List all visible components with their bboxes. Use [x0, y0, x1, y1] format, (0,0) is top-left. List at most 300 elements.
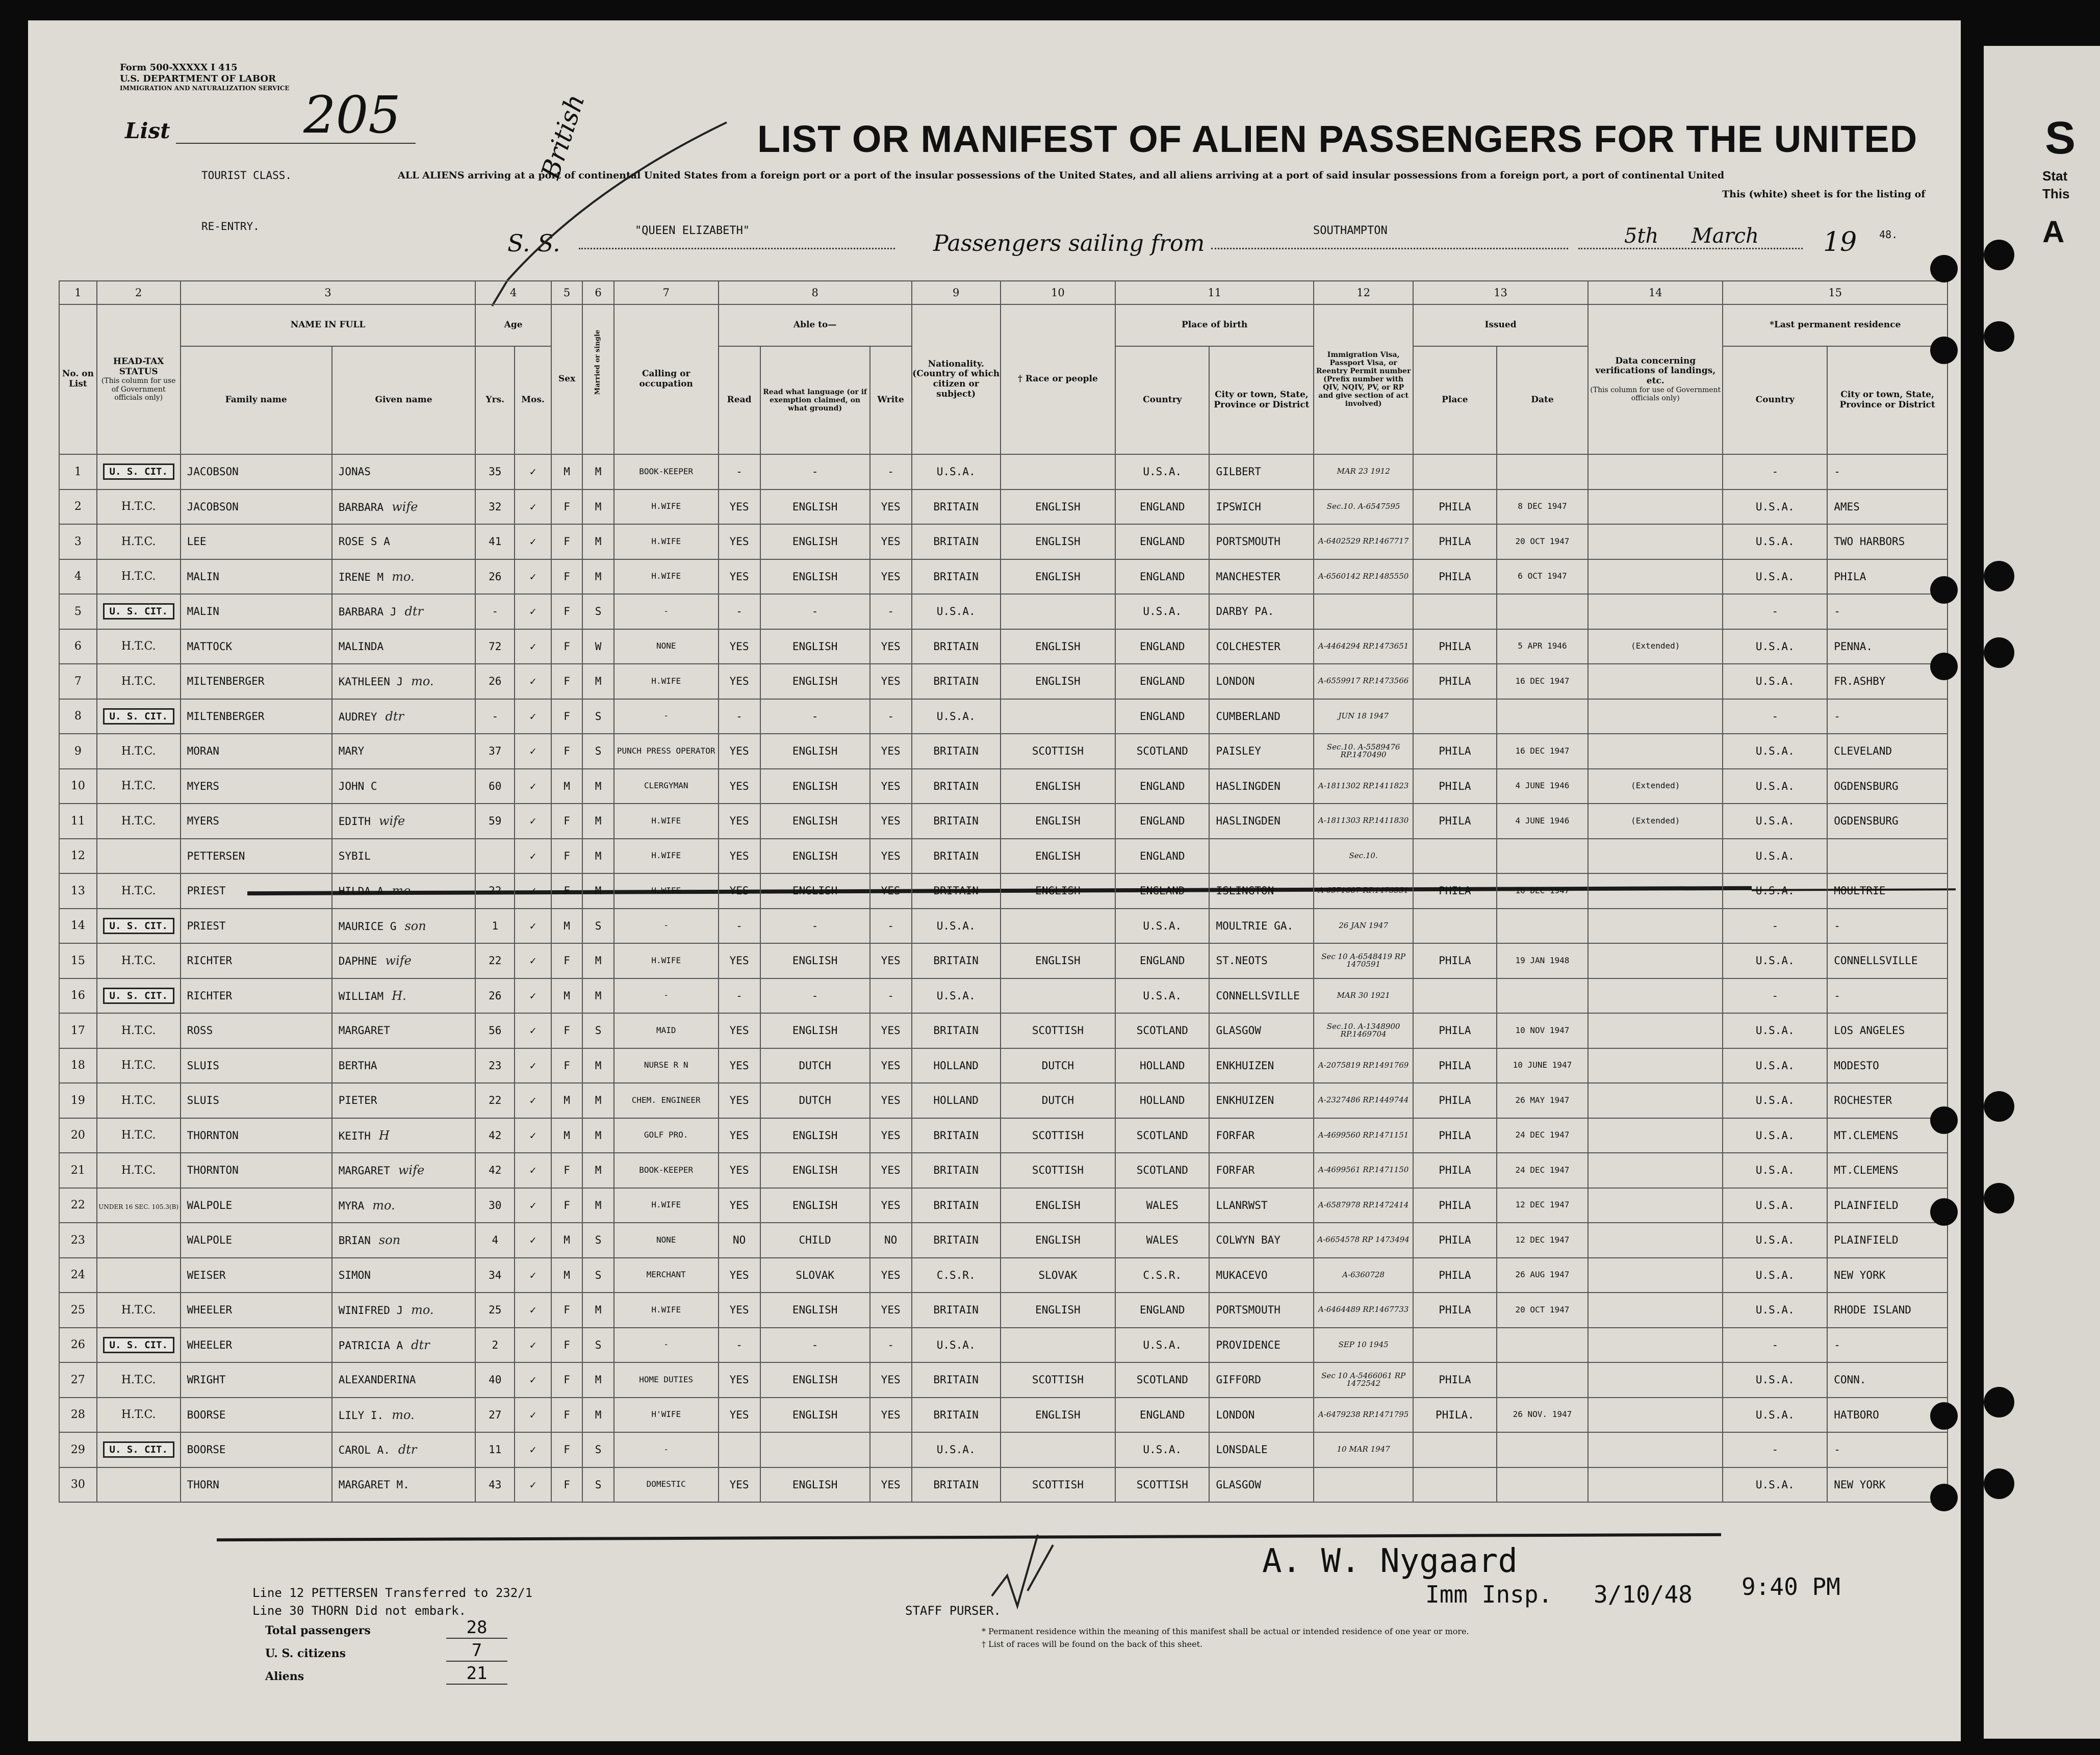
nationality: BRITAIN — [912, 629, 1001, 664]
can-read: YES — [719, 804, 760, 839]
relation-note: wife — [385, 953, 412, 968]
head-tax-status — [97, 804, 181, 839]
occupation: - — [614, 909, 719, 944]
given-name-text: BARBARA — [338, 501, 384, 513]
issued-date: 16 DEC 1947 — [1497, 873, 1588, 909]
landing-data: (Extended) — [1588, 804, 1723, 839]
aliens-value: 21 — [446, 1663, 507, 1685]
ship-handwritten: British — [535, 90, 591, 183]
punch-hole — [1984, 1387, 2014, 1417]
marital-status: W — [582, 629, 613, 664]
year-suffix: 48. — [1879, 228, 1898, 241]
age-months-check: ✓ — [515, 489, 551, 525]
family-name: WHEELER — [181, 1328, 332, 1363]
row-number: 30 — [59, 1467, 97, 1503]
visa-number: Sec.10. A-5589476 RP.1470490 — [1314, 734, 1413, 769]
sex: M — [551, 1083, 582, 1118]
age-months-check: ✓ — [515, 1293, 551, 1328]
birth-country: ENGLAND — [1115, 1398, 1209, 1433]
can-read: YES — [719, 664, 760, 699]
age-years: 59 — [475, 804, 515, 839]
row-number: 29 — [59, 1432, 97, 1467]
age-years: 25 — [475, 1293, 515, 1328]
col-birth-country: Country — [1115, 346, 1209, 454]
birth-country: SCOTTISH — [1115, 1467, 1209, 1503]
family-name: WALPOLE — [181, 1188, 332, 1223]
table-row — [59, 559, 1948, 595]
issued-place: PHILA — [1413, 769, 1497, 804]
landing-data — [1588, 1188, 1723, 1223]
residence-city: RHODE ISLAND — [1827, 1293, 1948, 1328]
birth-city: MUKACEVO — [1209, 1258, 1314, 1293]
given-name-text: MARGARET — [338, 1165, 390, 1177]
issued-place: PHILA — [1413, 873, 1497, 909]
can-read: YES — [719, 1048, 760, 1083]
birth-country: ENGLAND — [1115, 839, 1209, 874]
head-tax-text: H.T.C. — [121, 744, 156, 758]
table-row — [59, 1328, 1948, 1363]
given-name — [332, 1223, 476, 1258]
issued-place: PHILA — [1413, 559, 1497, 595]
residence-city: PHILA — [1827, 559, 1948, 595]
read-language: ENGLISH — [760, 629, 870, 664]
sex: F — [551, 734, 582, 769]
head-tax-text: H.T.C. — [121, 1059, 156, 1072]
birth-country: HOLLAND — [1115, 1048, 1209, 1083]
given-name-text: LILY I. — [338, 1409, 384, 1422]
issued-place: PHILA — [1413, 1258, 1497, 1293]
read-language: ENGLISH — [760, 1293, 870, 1328]
visa-number: A-4699560 RP.1471151 — [1314, 1118, 1413, 1153]
given-name — [332, 559, 476, 595]
family-name: RICHTER — [181, 943, 332, 978]
age-years: 23 — [475, 1048, 515, 1083]
line-30-strike — [217, 1533, 1721, 1541]
given-name-text: EDITH — [338, 815, 371, 828]
family-name: THORN — [181, 1467, 332, 1503]
sex: M — [551, 1258, 582, 1293]
read-language: CHILD — [760, 1223, 870, 1258]
occupation: H.WIFE — [614, 943, 719, 978]
can-read: YES — [719, 769, 760, 804]
birth-country: ENGLAND — [1115, 629, 1209, 664]
residence-city: OGDENSBURG — [1827, 804, 1948, 839]
visa-number: MAR 30 1921 — [1314, 978, 1413, 1014]
landing-data — [1588, 873, 1723, 909]
sex: F — [551, 489, 582, 525]
given-name — [332, 873, 476, 909]
sex: F — [551, 1467, 582, 1503]
punch-hole — [1930, 653, 1958, 680]
can-write: NO — [870, 1223, 912, 1258]
marital-status: M — [582, 1188, 613, 1223]
landing-data — [1588, 978, 1723, 1014]
family-name: MALIN — [181, 559, 332, 595]
col-res-city: City or town, State, Province or District — [1827, 346, 1948, 454]
residence-city: HATBORO — [1827, 1398, 1948, 1433]
given-name — [332, 978, 476, 1014]
row-number: 28 — [59, 1398, 97, 1433]
birth-country: U.S.A. — [1115, 454, 1209, 489]
read-language: ENGLISH — [760, 769, 870, 804]
col-last-residence: *Last permanent residence — [1723, 304, 1948, 346]
visa-number: 10 MAR 1947 — [1314, 1432, 1413, 1467]
marital-status: M — [582, 1293, 613, 1328]
race: DUTCH — [1001, 1083, 1115, 1118]
birth-country: WALES — [1115, 1188, 1209, 1223]
residence-country: U.S.A. — [1723, 1398, 1827, 1433]
age-months-check: ✓ — [515, 839, 551, 874]
family-name: WALPOLE — [181, 1223, 332, 1258]
table-row — [59, 454, 1948, 489]
birth-city: CUMBERLAND — [1209, 699, 1314, 734]
visa-number: A-6654578 RP 1473494 — [1314, 1223, 1413, 1258]
visa-number: Sec.10. A-1348900 RP.1469704 — [1314, 1013, 1413, 1048]
issued-date — [1497, 978, 1588, 1014]
occupation: MAID — [614, 1013, 719, 1048]
age-years: 32 — [475, 489, 515, 525]
col-place-of-birth: Place of birth — [1115, 304, 1314, 346]
sex: F — [551, 804, 582, 839]
row-number: 2 — [59, 489, 97, 525]
issued-date: 10 JUNE 1947 — [1497, 1048, 1588, 1083]
race: ENGLISH — [1001, 943, 1115, 978]
form-number: Form 500-XXXXX I 415 — [120, 62, 238, 73]
row-number: 27 — [59, 1362, 97, 1398]
given-name-text: CAROL A. — [338, 1444, 390, 1457]
can-read: YES — [719, 524, 760, 559]
occupation: H.WIFE — [614, 524, 719, 559]
head-tax-status — [97, 873, 181, 909]
residence-country: - — [1723, 454, 1827, 489]
visa-number: A-4464294 RP.1473651 — [1314, 629, 1413, 664]
landing-data — [1588, 1467, 1723, 1503]
residence-country: U.S.A. — [1723, 943, 1827, 978]
occupation: CHEM. ENGINEER — [614, 1083, 719, 1118]
occupation: GOLF PRO. — [614, 1118, 719, 1153]
read-language: ENGLISH — [760, 559, 870, 595]
marital-status: M — [582, 1398, 613, 1433]
can-read: YES — [719, 1293, 760, 1328]
given-name — [332, 1293, 476, 1328]
subtitle-2: This (white) sheet is for the listing of — [1722, 189, 1926, 200]
footer-staff-purser: STAFF PURSER. — [905, 1604, 1001, 1618]
birth-country: ENGLAND — [1115, 559, 1209, 595]
landing-data — [1588, 1013, 1723, 1048]
given-name — [332, 664, 476, 699]
issued-place: PHILA — [1413, 1118, 1497, 1153]
table-row — [59, 1013, 1948, 1048]
given-name-text: BARBARA J — [338, 606, 397, 618]
race: ENGLISH — [1001, 524, 1115, 559]
occupation: BOOK-KEEPER — [614, 1153, 719, 1188]
visa-number: A-6479238 RP.1471795 — [1314, 1398, 1413, 1433]
can-read: YES — [719, 1083, 760, 1118]
age-years: 43 — [475, 1467, 515, 1503]
landing-data — [1588, 594, 1723, 629]
citizens-label: U. S. citizens — [265, 1647, 346, 1660]
read-language: ENGLISH — [760, 734, 870, 769]
marital-status: M — [582, 978, 613, 1014]
issued-place: PHILA — [1413, 1048, 1497, 1083]
birth-country: C.S.R. — [1115, 1258, 1209, 1293]
total-label: Total passengers — [265, 1624, 371, 1637]
issued-date: 16 DEC 1947 — [1497, 734, 1588, 769]
head-tax-status — [97, 524, 181, 559]
race: SCOTTISH — [1001, 1362, 1115, 1398]
given-name-text: SYBIL — [338, 849, 371, 862]
landing-data — [1588, 1048, 1723, 1083]
visa-number — [1314, 1467, 1413, 1503]
birth-city: PORTSMOUTH — [1209, 524, 1314, 559]
issued-date — [1497, 839, 1588, 874]
visa-number: A-6402529 RP.1467717 — [1314, 524, 1413, 559]
issued-place: PHILA — [1413, 629, 1497, 664]
nationality: BRITAIN — [912, 1223, 1001, 1258]
residence-country: U.S.A. — [1723, 1362, 1827, 1398]
issued-place — [1413, 1467, 1497, 1503]
can-write: YES — [870, 1048, 912, 1083]
race — [1001, 978, 1115, 1014]
issued-place — [1413, 1432, 1497, 1467]
sex: F — [551, 1153, 582, 1188]
given-name — [332, 734, 476, 769]
relation-note: dtr — [411, 1337, 430, 1352]
col-married — [582, 304, 613, 454]
birth-country: SCOTLAND — [1115, 1153, 1209, 1188]
marital-status: M — [582, 664, 613, 699]
nationality: BRITAIN — [912, 1118, 1001, 1153]
age-months-check: ✓ — [515, 734, 551, 769]
class-label: TOURIST CLASS. — [201, 169, 292, 182]
marital-status: S — [582, 594, 613, 629]
birth-city: COLCHESTER — [1209, 629, 1314, 664]
head-tax-status — [97, 454, 181, 489]
visa-number: Sec 10 A-5466061 RP 1472542 — [1314, 1362, 1413, 1398]
birth-country: ENGLAND — [1115, 524, 1209, 559]
age-months-check: ✓ — [515, 1013, 551, 1048]
data-landings-note: (This column for use of Government officials only) — [1590, 386, 1721, 403]
residence-city: MODESTO — [1827, 1048, 1948, 1083]
punch-hole — [1930, 337, 1958, 364]
given-name-text: HILDA A — [338, 885, 384, 898]
can-write: YES — [870, 804, 912, 839]
birth-city: PORTSMOUTH — [1209, 1293, 1314, 1328]
read-language: ENGLISH — [760, 1013, 870, 1048]
sex: F — [551, 524, 582, 559]
table-row — [59, 594, 1948, 629]
age-years: 1 — [475, 909, 515, 944]
occupation: PUNCH PRESS OPERATOR — [614, 734, 719, 769]
residence-country: U.S.A. — [1723, 734, 1827, 769]
residence-city: MT.CLEMENS — [1827, 1118, 1948, 1153]
sex: F — [551, 1293, 582, 1328]
marital-status: S — [582, 1223, 613, 1258]
head-tax-title: HEAD-TAX STATUS — [113, 356, 164, 377]
col-issued: Issued — [1413, 304, 1588, 346]
age-years: 37 — [475, 734, 515, 769]
can-write: YES — [870, 489, 912, 525]
head-tax-text: H.T.C. — [121, 1164, 156, 1177]
given-name-text: PIETER — [338, 1094, 377, 1107]
table-row — [59, 804, 1948, 839]
can-write: YES — [870, 524, 912, 559]
occupation: - — [614, 1432, 719, 1467]
occupation: DOMESTIC — [614, 1467, 719, 1503]
sex: F — [551, 873, 582, 909]
date-month: March — [1691, 224, 1759, 248]
head-tax-status — [97, 1328, 181, 1363]
head-tax-status — [97, 1362, 181, 1398]
visa-number: A-6559917 RP.1473566 — [1314, 664, 1413, 699]
head-tax-note: (This column for use of Government officials only) — [101, 377, 176, 402]
table-row — [59, 1223, 1948, 1258]
head-tax-status — [97, 664, 181, 699]
nationality: HOLLAND — [912, 1083, 1001, 1118]
inspection-date: 3/10/48 — [1594, 1581, 1693, 1608]
table-row — [59, 839, 1948, 874]
issued-place: PHILA — [1413, 1153, 1497, 1188]
landing-data — [1588, 454, 1723, 489]
residence-city: NEW YORK — [1827, 1467, 1948, 1503]
visa-number: JUN 18 1947 — [1314, 699, 1413, 734]
residence-city: ROCHESTER — [1827, 1083, 1948, 1118]
sex: F — [551, 1432, 582, 1467]
given-name — [332, 454, 476, 489]
table-row — [59, 734, 1948, 769]
punch-hole — [1984, 1091, 2014, 1122]
birth-country: WALES — [1115, 1223, 1209, 1258]
age-years — [475, 839, 515, 874]
nationality: BRITAIN — [912, 839, 1001, 874]
birth-country: ENGLAND — [1115, 804, 1209, 839]
head-tax-status — [97, 1467, 181, 1503]
nationality: U.S.A. — [912, 454, 1001, 489]
read-language: ENGLISH — [760, 804, 870, 839]
sex: F — [551, 664, 582, 699]
col-nationality: Nationality. (Country of which citizen or subject) — [912, 304, 1001, 454]
landing-data — [1588, 1223, 1723, 1258]
visa-number: A-6560142 RP.1485550 — [1314, 559, 1413, 595]
residence-city: PENNA. — [1827, 629, 1948, 664]
residence-country: U.S.A. — [1723, 804, 1827, 839]
birth-country: U.S.A. — [1115, 978, 1209, 1014]
nationality: U.S.A. — [912, 594, 1001, 629]
col-head-tax — [97, 304, 181, 454]
given-name — [332, 1048, 476, 1083]
punch-hole — [1984, 321, 2014, 352]
issued-place: PHILA — [1413, 1293, 1497, 1328]
given-name-text: KEITH — [338, 1129, 371, 1142]
birth-city: ENKHUIZEN — [1209, 1083, 1314, 1118]
row-number: 17 — [59, 1013, 97, 1048]
race — [1001, 909, 1115, 944]
citizens-value: 7 — [446, 1640, 507, 1662]
family-name: LEE — [181, 524, 332, 559]
colnum-9: 9 — [912, 281, 1001, 304]
nationality: BRITAIN — [912, 1467, 1001, 1503]
read-language: ENGLISH — [760, 489, 870, 525]
birth-country: SCOTLAND — [1115, 734, 1209, 769]
family-name: JACOBSON — [181, 454, 332, 489]
occupation: NONE — [614, 629, 719, 664]
age-years: 2 — [475, 1328, 515, 1363]
head-tax-status — [97, 489, 181, 525]
nationality: BRITAIN — [912, 1188, 1001, 1223]
read-language: DUTCH — [760, 1083, 870, 1118]
family-name: THORNTON — [181, 1118, 332, 1153]
issued-place: PHILA — [1413, 1362, 1497, 1398]
can-read: YES — [719, 943, 760, 978]
issued-date: 6 OCT 1947 — [1497, 559, 1588, 595]
landing-data — [1588, 1293, 1723, 1328]
can-write: YES — [870, 1083, 912, 1118]
visa-number: Sec 10 A-6548419 RP 1470591 — [1314, 943, 1413, 978]
nationality: BRITAIN — [912, 943, 1001, 978]
residence-city: - — [1827, 454, 1948, 489]
issued-date — [1497, 699, 1588, 734]
can-read: YES — [719, 1188, 760, 1223]
landing-data — [1588, 559, 1723, 595]
landing-data — [1588, 839, 1723, 874]
residence-city: CONN. — [1827, 1362, 1948, 1398]
age-years: 30 — [475, 1188, 515, 1223]
relation-note: mo. — [411, 1303, 434, 1318]
row-number: 22 — [59, 1188, 97, 1223]
adjacent-sheet-line-2: This — [2042, 186, 2070, 201]
head-tax-text: H.T.C. — [121, 1373, 156, 1386]
residence-country: - — [1723, 699, 1827, 734]
can-write: YES — [870, 1258, 912, 1293]
row-number: 1 — [59, 454, 97, 489]
birth-city: DARBY PA. — [1209, 594, 1314, 629]
col-calling: Calling or occupation — [614, 304, 719, 454]
can-read: - — [719, 699, 760, 734]
nationality: U.S.A. — [912, 909, 1001, 944]
head-tax-text: H.T.C. — [121, 1303, 156, 1317]
residence-city: PLAINFIELD — [1827, 1223, 1948, 1258]
family-name: SLUIS — [181, 1083, 332, 1118]
birth-city: LONDON — [1209, 664, 1314, 699]
can-write: YES — [870, 839, 912, 874]
visa-number: A-2075819 RP.1491769 — [1314, 1048, 1413, 1083]
occupation: H.WIFE — [614, 804, 719, 839]
visa-number: A-1811303 RP.1411830 — [1314, 804, 1413, 839]
given-name — [332, 594, 476, 629]
given-name-text: AUDREY — [338, 710, 377, 723]
col-no-on-list: No. on List — [59, 304, 97, 454]
residence-country: - — [1723, 1432, 1827, 1467]
given-name — [332, 1258, 476, 1293]
colnum-14: 14 — [1588, 281, 1723, 304]
read-language: SLOVAK — [760, 1258, 870, 1293]
age-months-check: ✓ — [515, 1048, 551, 1083]
sex: F — [551, 1328, 582, 1363]
issued-place — [1413, 594, 1497, 629]
row-number: 12 — [59, 839, 97, 874]
punch-hole — [1930, 1402, 1958, 1430]
can-write: YES — [870, 1188, 912, 1223]
relation-note: H — [378, 1128, 390, 1143]
residence-country: U.S.A. — [1723, 1293, 1827, 1328]
table-row — [59, 1118, 1948, 1153]
residence-city: CLEVELAND — [1827, 734, 1948, 769]
race: ENGLISH — [1001, 1223, 1115, 1258]
relation-note: mo. — [372, 1198, 395, 1212]
given-name-text: WILLIAM — [338, 990, 384, 1002]
age-years: 60 — [475, 769, 515, 804]
race: ENGLISH — [1001, 489, 1115, 525]
